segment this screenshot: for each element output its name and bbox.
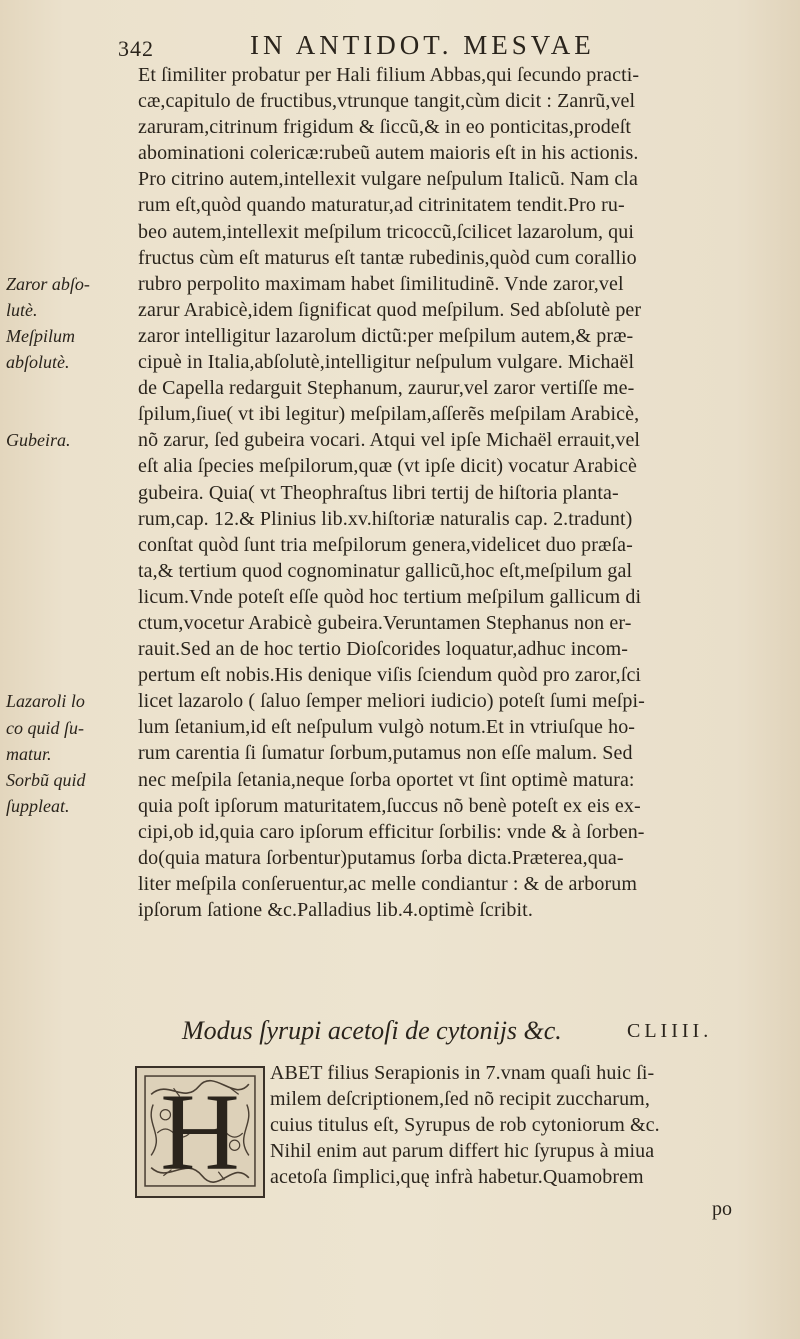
margin-note: matur. (6, 743, 52, 764)
text-line: quia poſt ipſorum maturitatem,ſuccus nõ benè poteſt ex eis ex- (138, 794, 641, 817)
text-line: cipuè in Italia,abſolutè,intelligitur neſpulum vulgare. Michaël (138, 351, 635, 374)
margin-note: lutè. (6, 299, 38, 320)
text-line: Et ſimiliter probatur per Hali filium Abbas,qui ſecundo practi- (138, 64, 640, 86)
text-line: licet lazarolo ( ſaluo ſemper meliori iudicio) poteſt ſumi meſpi- (138, 690, 645, 713)
text-line: nõ zarur, ſed gubeira vocari. Atqui vel ipſe Michaël errauit,vel (138, 429, 641, 452)
text-line: zaruram,citrinum frigidum & ſiccũ,& in eo ponticitas,prodeſt (138, 116, 632, 139)
text-line: rubro perpolito maximam habet ſimilitudinẽ. Vnde zaror,vel (138, 272, 624, 295)
text-line: zaror intelligitur lazarolum dictũ:per meſpilum autem,& præ- (138, 324, 634, 347)
section-number: CLIIII. (627, 1020, 713, 1042)
section-line: cuius titulus eſt, Syrupus de rob cytoniorum &c. (270, 1114, 660, 1137)
text-line: conſtat quòd ſunt tria meſpilorum genera,videlicet duo præſa- (138, 533, 633, 556)
text-line: liter meſpila conſeruentur,ac melle condiantur : & de arborum (138, 872, 637, 895)
text-line: zarur Arabicè,idem ſignificat quod meſpilum. Sed abſolutè per (138, 298, 642, 321)
text-line: cæ,capitulo de fructibus,vtrunque tangit,cùm dicit : Zanrũ,vel (138, 90, 636, 113)
text-line: ipſorum ſatione &c.Palladius lib.4.optimè ſcribit. (138, 899, 533, 921)
text-line: rum,cap. 12.& Plinius lib.xv.hiſtoriæ naturalis cap. 2.tradunt) (138, 507, 633, 530)
text-line: ctum,vocetur Arabicè gubeira.Veruntamen Stephanus non er- (138, 611, 632, 634)
margin-note: co quid ſu- (6, 717, 84, 738)
section-line: ABET filius Serapionis in 7.vnam quaſi huic ſi- (270, 1062, 655, 1084)
margin-note: Gubeira. (6, 430, 71, 451)
margin-note: ſuppleat. (6, 795, 70, 816)
text-line: do(quia matura ſorbentur)putamus ſorba dicta.Præterea,qua- (138, 846, 624, 869)
text-line: nec meſpila ſetania,neque ſorba oportet vt ſint optimè matura: (138, 768, 635, 791)
section-title: Modus ſyrupi acetoſi de cytonijs &c. (182, 1016, 562, 1045)
margin-note: abſolutè. (6, 352, 70, 373)
margin-note: Zaror abſo- (6, 273, 90, 294)
text-line: rum eſt,quòd quando maturatur,ad citrinitatem tendit.Pro ru- (138, 194, 625, 217)
decorated-initial (135, 1066, 265, 1198)
text-line: beo autem,intellexit meſpilum tricoccũ,ſcilicet lazarolum, qui (138, 220, 635, 243)
margin-note: Lazaroli lo (6, 691, 85, 712)
section-line: acetoſa ſimplici,quę infrà habetur.Quamobrem (270, 1166, 644, 1189)
text-line: fructus cùm eſt maturus eſt tantæ rubedinis,quòd cum corallio (138, 246, 637, 269)
margin-note: Sorbũ quid (6, 769, 86, 790)
section-line: milem deſcriptionem,ſed nõ recipit zuccharum, (270, 1088, 650, 1111)
initial-letter: H (160, 1071, 240, 1193)
text-line: eſt alia ſpecies meſpilorum,quæ (vt ipſe dicit) vocatur Arabicè (138, 455, 637, 478)
section-line: Nihil enim aut parum differt hic ſyrupus à miua (270, 1140, 655, 1163)
text-line: lum ſetanium,id eſt neſpulum vulgò notum.Et in vtriuſque ho- (138, 716, 636, 739)
main-text-block (138, 62, 778, 923)
text-line: pertum eſt nobis.His denique viſis ſciendum quòd pro zaror,ſci (138, 664, 642, 687)
text-line: abominationi colericæ:rubeũ autem maioris eſt in his actionis. (138, 142, 639, 165)
text-line: gubeira. Quia( vt Theophraſtus libri tertij de hiſtoria planta- (138, 481, 619, 504)
text-line: Pro citrino autem,intellexit vulgare neſpulum Italicũ. Nam cla (138, 168, 638, 191)
text-line: de Capella redarguit Stephanum, zaurur,vel zaror vertiſſe me- (138, 377, 635, 400)
text-line: rum carentia ſi ſumatur ſorbum,putamus non eſſe malum. Sed (138, 742, 633, 765)
page-number: 342 (118, 36, 154, 61)
margin-note: Meſpilum (6, 326, 75, 346)
section-heading (182, 1016, 782, 1056)
text-line: cipi,ob id,quia caro ipſorum efficitur ſorbilis: vnde & à ſorben- (138, 820, 645, 843)
catchword: po (712, 1198, 732, 1220)
text-line: ſpilum,ſiue( vt ibi legitur) meſpilam,aſſerẽs meſpilam Arabicè, (138, 403, 640, 426)
section-text-block (270, 1060, 790, 1190)
text-line: ta,& tertium quod cognominatur gallicũ,hoc eſt,meſpilum gal (138, 559, 633, 582)
text-line: licum.Vnde poteſt eſſe quòd hoc tertium meſpilum gallicum di (138, 585, 642, 608)
text-line: rauit.Sed an de hoc tertio Dioſcorides loquatur,adhuc incom- (138, 638, 629, 661)
running-title: IN ANTIDOT. MESVAE (250, 30, 595, 60)
